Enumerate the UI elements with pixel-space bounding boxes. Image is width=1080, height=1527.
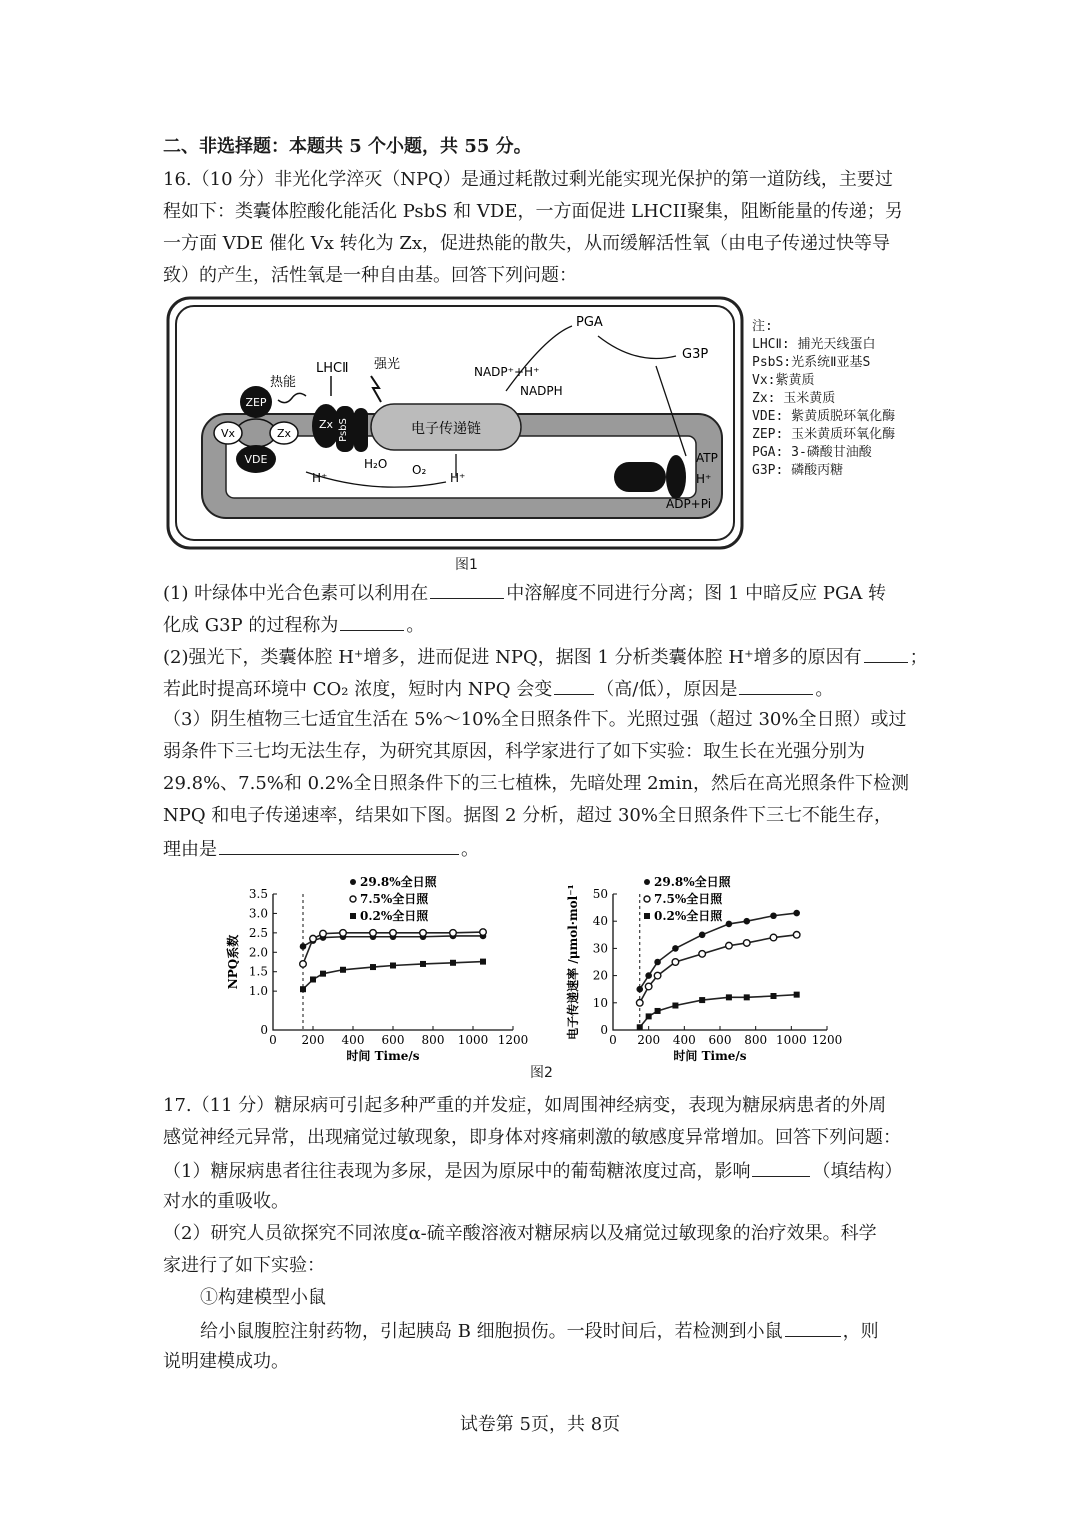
y-tick-label: 40 <box>592 914 608 929</box>
data-point <box>726 942 733 949</box>
data-point <box>310 935 317 942</box>
etc-label: 电子传递链 <box>411 421 481 437</box>
q16-p1-text-b: 中溶解度不同进行分离；图 1 中暗反应 PGA 转 <box>506 583 887 604</box>
data-point <box>655 1008 661 1014</box>
y-tick-label: 30 <box>592 941 608 956</box>
data-point <box>770 912 777 919</box>
data-point <box>794 992 800 998</box>
y-tick-label: 10 <box>592 995 608 1010</box>
q17-p1-text-a: （1）糖尿病患者往往表现为多尿，是因为原尿中的葡萄糖浓度过高，影响 <box>163 1161 751 1182</box>
q16-p3-line-3: 29.8%、7.5%和 0.2%全日照条件下的三七植株，先暗处理 2min，然后在高光照条件下检测 <box>163 773 909 794</box>
data-point <box>340 930 347 937</box>
data-point <box>699 997 705 1003</box>
legend-label: 0.2%全日照 <box>654 909 723 923</box>
series-line <box>640 995 797 1028</box>
y-tick-label: 0 <box>260 1023 268 1037</box>
data-point <box>646 1013 652 1019</box>
heat-wave-icon <box>278 393 306 402</box>
legend-label: 29.8%全日照 <box>360 875 437 889</box>
y-tick-label: 2.5 <box>248 925 268 940</box>
h2o-label: H₂O <box>364 457 388 471</box>
fig1-note-5: VDE: 紫黄质脱环氧化酶 <box>752 409 896 424</box>
q16-p1-text-c: 化成 G3P 的过程称为 <box>163 615 339 636</box>
data-point <box>793 932 800 939</box>
x-tick-label: 1000 <box>776 1033 807 1047</box>
data-point <box>370 964 376 970</box>
q16-intro-line-2: 程如下：类囊体腔酸化能活化 PsbS 和 VDE，一方面促进 LHCII聚集，阻断能量的传递；另 <box>163 201 903 222</box>
figure-2-charts <box>225 870 855 1080</box>
data-point <box>300 961 307 968</box>
q16-p2-text-c: 若此时提高环境中 CO₂ 浓度，短时内 NPQ 会变 <box>163 679 553 700</box>
q16-p3-text-end-b: 。 <box>461 839 479 860</box>
data-point <box>390 930 397 937</box>
psbs-protein-b <box>354 408 368 452</box>
q16-p3-text-end-a: 理由是 <box>163 839 217 860</box>
data-point <box>450 930 457 937</box>
vde-label: VDE <box>244 453 268 466</box>
legend-label: 29.8%全日照 <box>654 875 731 889</box>
q17-p1-line-2: 对水的重吸收。 <box>163 1191 289 1212</box>
fig1-note-7: PGA: 3-磷酸甘油酸 <box>752 445 872 460</box>
data-point <box>340 967 346 973</box>
x-tick-label: 200 <box>637 1033 661 1047</box>
lhc-label: LHCⅡ <box>316 361 349 376</box>
data-point <box>654 959 661 966</box>
x-tick-label: 1200 <box>497 1033 529 1047</box>
h-plus-mid-label: H⁺ <box>450 471 466 485</box>
x-tick-label: 400 <box>341 1033 365 1047</box>
atp-label: ATP <box>696 451 718 465</box>
q16-p1-text-a: (1) 叶绿体中光合色素可以利用在 <box>163 583 429 604</box>
y-tick-label: 1.5 <box>248 964 268 979</box>
q17-intro-line-2: 感觉神经元异常，出现痛觉过敏现象，即身体对疼痛刺激的敏感度异常增加。回答下列问题： <box>163 1127 901 1148</box>
series-line <box>640 913 797 989</box>
x-tick-label: 0 <box>269 1033 277 1047</box>
y-tick-label: 3.0 <box>248 906 268 921</box>
heat-label: 热能 <box>270 375 297 390</box>
data-point <box>370 930 377 937</box>
data-point <box>390 962 396 968</box>
data-point <box>793 910 800 917</box>
data-point <box>420 961 426 967</box>
zx-label: Zx <box>276 427 292 440</box>
series-line <box>640 935 797 1003</box>
y-tick-label: 2.0 <box>248 945 268 960</box>
x-tick-label: 1200 <box>811 1033 843 1047</box>
data-point <box>672 959 679 966</box>
g3p-label: G3P <box>682 347 709 362</box>
q16-intro-line-4: 致）的产生，活性氧是一种自由基。回答下列问题： <box>163 265 577 286</box>
psbs-label: PsbS <box>338 418 349 442</box>
x-tick-label: 600 <box>381 1033 405 1047</box>
y-tick-label: 20 <box>592 968 608 983</box>
data-point <box>672 945 679 952</box>
x-tick-label: 800 <box>744 1033 768 1047</box>
data-point <box>300 986 306 992</box>
q16-p3-line-4: NPQ 和电子传递速率，结果如下图。据图 2 分析，超过 30%全日照条件下三七不能生存， <box>163 805 892 826</box>
fig1-note-2: PsbS:光系统Ⅱ亚基S <box>752 355 871 370</box>
q17-p2-line-2: 家进行了如下实验： <box>163 1255 325 1276</box>
q17-step1-text-a: 给小鼠腹腔注射药物，引起胰岛 B 细胞损伤。一段时间后，若检测到小鼠 <box>200 1321 783 1342</box>
fig1-note-3: Vx:紫黄质 <box>752 373 815 388</box>
figure-1-thylakoid-diagram <box>166 296 746 552</box>
nadp-label: NADP⁺+H⁺ <box>474 365 540 379</box>
q16-intro-line-3: 一方面 VDE 催化 Vx 转化为 Zx，促进热能的散失，从而缓解活性氧（由电子传递过快等导 <box>163 233 890 254</box>
q17-p1-text-b: （填结构） <box>812 1161 903 1182</box>
answer-blank[interactable] <box>785 1318 841 1337</box>
q16-p1-text-d: 。 <box>406 615 425 636</box>
q16-intro-line-1: 16.（10 分）非光化学淬灭（NPQ）是通过耗散过剩光能实现光保护的第一道防线，主要过 <box>163 169 893 190</box>
x-axis-label: 时间 Time/s <box>346 1049 420 1063</box>
nadph-to-pga-arrow <box>506 326 572 391</box>
q16-p2-line-2 <box>163 676 833 702</box>
legend-marker <box>644 896 650 902</box>
fig1-note-8: G3P: 磷酸丙糖 <box>752 463 844 478</box>
data-point <box>480 929 487 936</box>
pga-to-g3p-arrow <box>598 336 676 359</box>
data-point <box>636 1000 643 1007</box>
fig1-note-1: LHCⅡ: 捕光天线蛋白 <box>752 337 876 352</box>
answer-blank[interactable] <box>554 676 594 695</box>
legend-label: 7.5%全日照 <box>654 892 723 906</box>
legend-marker <box>350 896 356 902</box>
y-tick-label: 50 <box>592 887 608 901</box>
q16-p3-line-5 <box>163 836 479 862</box>
data-point <box>771 993 777 999</box>
data-point <box>320 971 326 977</box>
q16-p2-line-1 <box>163 644 928 670</box>
q16-p1-line-1 <box>163 580 886 606</box>
x-tick-label: 800 <box>421 1033 445 1047</box>
data-point <box>743 918 750 925</box>
x-tick-label: 200 <box>301 1033 325 1047</box>
strong-light-bolt-icon <box>371 376 381 402</box>
atp-synthase-head <box>666 455 686 499</box>
q17-intro-line-1: 17.（11 分）糖尿病可引起多种严重的并发症，如周围神经病变，表现为糖尿病患者的外周 <box>163 1095 887 1116</box>
q17-step1-line-1 <box>200 1318 879 1344</box>
data-point <box>320 930 327 937</box>
answer-blank[interactable] <box>752 1158 810 1177</box>
x-tick-label: 1000 <box>457 1033 489 1047</box>
nadph-label: NADPH <box>520 384 563 398</box>
answer-blank[interactable] <box>739 676 813 695</box>
q17-p2-line-1: （2）研究人员欲探究不同浓度α-硫辛酸溶液对糖尿病以及痛觉过敏现象的治疗效果。科学 <box>163 1223 877 1244</box>
answer-blank[interactable] <box>219 836 459 855</box>
data-point <box>770 934 777 941</box>
fig1-note-6: ZEP: 玉米黄质环氧化酶 <box>752 427 896 442</box>
fig1-note-4: Zx: 玉米黄质 <box>752 391 836 406</box>
data-point <box>310 976 316 982</box>
figure-1-caption: 图1 <box>455 557 478 573</box>
fig1-note-0: 注: <box>752 319 773 334</box>
h-plus-right-label: H⁺ <box>696 472 712 486</box>
data-point <box>636 986 643 993</box>
page-footer: 试卷第 5页，共 8页 <box>459 1414 621 1435</box>
data-point <box>420 930 427 937</box>
data-point <box>699 932 706 939</box>
q16-p3-line-1: （3）阴生植物三七适宜生活在 5%～10%全日照条件下。光照过强（超过 30%全日照）或过 <box>163 709 907 730</box>
q16-p2-text-d: （高/低），原因是 <box>596 679 738 700</box>
npq-chart <box>225 874 528 1063</box>
q17-p1-line-1 <box>163 1158 902 1184</box>
data-point <box>744 994 750 1000</box>
x-axis-label: 时间 Time/s <box>673 1049 747 1063</box>
x-tick-label: 600 <box>708 1033 732 1047</box>
y-tick-label: 1.0 <box>248 984 268 999</box>
y-tick-label: 0 <box>600 1023 608 1037</box>
data-point <box>645 972 652 979</box>
data-point <box>654 972 661 979</box>
legend-marker <box>644 913 650 919</box>
q17-step1-line-2: 说明建模成功。 <box>163 1351 289 1372</box>
data-point <box>480 959 486 965</box>
y-tick-label: 3.5 <box>248 887 268 901</box>
q16-p1-line-2 <box>163 612 424 638</box>
q17-step1-title: ①构建模型小鼠 <box>200 1287 326 1308</box>
data-point <box>743 940 750 947</box>
x-tick-label: 0 <box>609 1033 617 1047</box>
zx-bound-label: Zx <box>318 418 334 431</box>
pga-label: PGA <box>576 315 603 330</box>
data-point <box>645 983 652 990</box>
zep-label: ZEP <box>245 396 267 409</box>
answer-blank[interactable] <box>864 644 908 663</box>
q17-step1-text-b: ，则 <box>842 1321 879 1342</box>
vx-label: Vx <box>220 427 236 440</box>
data-point <box>699 951 706 958</box>
data-point <box>300 943 307 950</box>
legend-label: 0.2%全日照 <box>360 909 429 923</box>
data-point <box>726 921 733 928</box>
h-plus-left-label: H⁺ <box>312 471 328 485</box>
atp-synthase <box>614 462 666 492</box>
data-point <box>450 960 456 966</box>
legend-marker <box>350 913 356 919</box>
data-point <box>672 1003 678 1009</box>
legend-marker <box>350 879 356 885</box>
q16-p2-text-e: 。 <box>815 679 834 700</box>
answer-blank[interactable] <box>340 612 404 631</box>
o2-label: O₂ <box>412 463 427 477</box>
q16-p3-line-2: 弱条件下三七均无法生存，为研究其原因，科学家进行了如下实验：取生长在光强分别为 <box>163 741 865 762</box>
legend-marker <box>644 879 650 885</box>
data-point <box>637 1024 643 1030</box>
q16-p2-text-b: ； <box>909 647 928 668</box>
y-axis-label: NPQ系数 <box>226 934 240 990</box>
electron-transport-chart <box>565 874 842 1063</box>
data-point <box>726 994 732 1000</box>
adp-label: ADP+Pi <box>666 497 712 511</box>
strong-light-label: 强光 <box>374 357 401 372</box>
q16-p2-text-a: (2)强光下，类囊体腔 H⁺增多，进而促进 NPQ，据图 1 分析类囊体腔 H⁺增多的原因有 <box>163 647 862 668</box>
section-heading: 二、非选择题：本题共 5 个小题，共 55 分。 <box>163 136 532 157</box>
x-tick-label: 400 <box>672 1033 696 1047</box>
legend-label: 7.5%全日照 <box>360 892 429 906</box>
answer-blank[interactable] <box>430 580 504 599</box>
figure-2-caption: 图2 <box>530 1065 553 1081</box>
y-axis-label: 电子传递速率 /μmol·mol⁻¹ <box>566 884 580 1040</box>
